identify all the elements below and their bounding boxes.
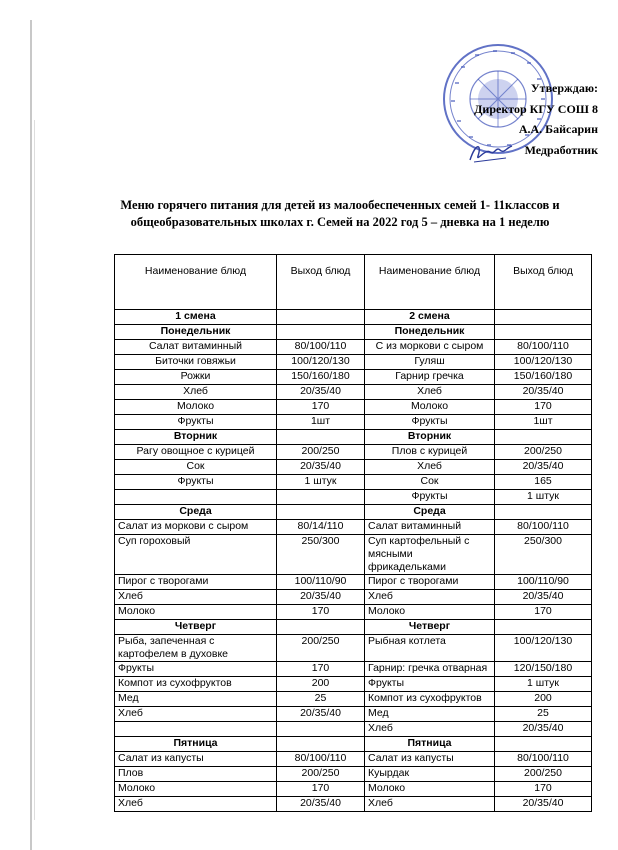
portion-shift2: 1 штук bbox=[495, 490, 592, 505]
portion-shift2: 80/100/110 bbox=[495, 340, 592, 355]
day-name-shift2: Вторник bbox=[365, 430, 495, 445]
table-row bbox=[115, 797, 592, 812]
portion-shift1 bbox=[277, 722, 365, 737]
portion-shift2: 80/100/110 bbox=[495, 752, 592, 767]
day-name-shift2: Понедельник bbox=[365, 325, 495, 340]
empty-cell bbox=[277, 430, 365, 445]
portion-shift1: 20/35/40 bbox=[277, 385, 365, 400]
day-name-shift2: Среда bbox=[365, 505, 495, 520]
dish-name-shift1: Сок bbox=[115, 460, 277, 475]
empty-cell bbox=[277, 620, 365, 635]
empty-cell bbox=[277, 737, 365, 752]
portion-shift1: 200/250 bbox=[277, 635, 365, 662]
header-portion-shift2: Выход блюд bbox=[495, 255, 592, 310]
table-row bbox=[115, 707, 592, 722]
portion-shift2: 200/250 bbox=[495, 767, 592, 782]
portion-shift1: 1 штук bbox=[277, 475, 365, 490]
portion-shift2: 170 bbox=[495, 605, 592, 620]
dish-name-shift2: Молоко bbox=[365, 605, 495, 620]
portion-shift1: 80/100/110 bbox=[277, 752, 365, 767]
dish-name-shift2: Фрукты bbox=[365, 490, 495, 505]
empty-cell bbox=[277, 505, 365, 520]
empty-cell bbox=[495, 430, 592, 445]
day-header-row bbox=[115, 737, 592, 752]
scan-edge-line-secondary bbox=[34, 120, 35, 820]
empty-cell bbox=[495, 325, 592, 340]
day-name-shift1: Пятница bbox=[115, 737, 277, 752]
dish-name-shift1: Хлеб bbox=[115, 797, 277, 812]
empty-cell bbox=[277, 325, 365, 340]
table-row bbox=[115, 490, 592, 505]
dish-name-shift2: Гарнир гречка bbox=[365, 370, 495, 385]
header-dish-name-shift1: Наименование блюд bbox=[115, 255, 277, 310]
table-header-row bbox=[115, 255, 592, 310]
portion-shift1: 20/35/40 bbox=[277, 590, 365, 605]
table-row bbox=[115, 340, 592, 355]
dish-name-shift1: Фрукты bbox=[115, 415, 277, 430]
portion-shift1: 170 bbox=[277, 662, 365, 677]
portion-shift1: 80/100/110 bbox=[277, 340, 365, 355]
empty-cell bbox=[495, 505, 592, 520]
portion-shift1: 20/35/40 bbox=[277, 797, 365, 812]
table-row bbox=[115, 605, 592, 620]
menu-table bbox=[114, 254, 592, 812]
dish-name-shift1: Салат из моркови с сыром bbox=[115, 520, 277, 535]
dish-name-shift1: Хлеб bbox=[115, 590, 277, 605]
portion-shift1: 20/35/40 bbox=[277, 460, 365, 475]
dish-name-shift1 bbox=[115, 490, 277, 505]
empty-cell bbox=[277, 310, 365, 325]
dish-name-shift1: Компот из сухофруктов bbox=[115, 677, 277, 692]
table-row bbox=[115, 752, 592, 767]
portion-shift2: 100/120/130 bbox=[495, 635, 592, 662]
portion-shift1: 80/14/110 bbox=[277, 520, 365, 535]
portion-shift1: 100/120/130 bbox=[277, 355, 365, 370]
dish-name-shift1: Хлеб bbox=[115, 385, 277, 400]
portion-shift2: 20/35/40 bbox=[495, 590, 592, 605]
table-row bbox=[115, 445, 592, 460]
dish-name-shift2: Фрукты bbox=[365, 415, 495, 430]
dish-name-shift1: Салат витаминный bbox=[115, 340, 277, 355]
dish-name-shift2: Хлеб bbox=[365, 797, 495, 812]
dish-name-shift2: Пирог с творогами bbox=[365, 575, 495, 590]
dish-name-shift1: Салат из капусты bbox=[115, 752, 277, 767]
portion-shift1: 150/160/180 bbox=[277, 370, 365, 385]
header-dish-name-shift2: Наименование блюд bbox=[365, 255, 495, 310]
dish-name-shift1: Рагу овощное с курицей bbox=[115, 445, 277, 460]
portion-shift1: 170 bbox=[277, 605, 365, 620]
day-name-shift1: Четверг bbox=[115, 620, 277, 635]
dish-name-shift2: Хлеб bbox=[365, 385, 495, 400]
table-row bbox=[115, 535, 592, 575]
approval-block bbox=[474, 78, 598, 160]
table-row bbox=[115, 385, 592, 400]
dish-name-shift2: Салат витаминный bbox=[365, 520, 495, 535]
portion-shift2: 170 bbox=[495, 782, 592, 797]
portion-shift2: 200 bbox=[495, 692, 592, 707]
shift-row bbox=[115, 310, 592, 325]
table-row bbox=[115, 635, 592, 662]
title-line-2: общеобразовательных школах г. Семей на 2022 год 5 – дневка на 1 неделю bbox=[130, 215, 550, 229]
portion-shift1: 25 bbox=[277, 692, 365, 707]
dish-name-shift2: Суп картофельный с мясными фрикадельками bbox=[365, 535, 495, 575]
dish-name-shift1: Фрукты bbox=[115, 475, 277, 490]
dish-name-shift2: Фрукты bbox=[365, 677, 495, 692]
portion-shift1: 170 bbox=[277, 782, 365, 797]
dish-name-shift2: Сок bbox=[365, 475, 495, 490]
shift1-label: 1 смена bbox=[115, 310, 277, 325]
table-row bbox=[115, 782, 592, 797]
portion-shift2: 120/150/180 bbox=[495, 662, 592, 677]
day-name-shift1: Понедельник bbox=[115, 325, 277, 340]
dish-name-shift2: Молоко bbox=[365, 400, 495, 415]
dish-name-shift2: Хлеб bbox=[365, 590, 495, 605]
table-row bbox=[115, 475, 592, 490]
portion-shift2: 150/160/180 bbox=[495, 370, 592, 385]
dish-name-shift2: Компот из сухофруктов bbox=[365, 692, 495, 707]
portion-shift2: 170 bbox=[495, 400, 592, 415]
portion-shift1: 250/300 bbox=[277, 535, 365, 575]
day-header-row bbox=[115, 430, 592, 445]
dish-name-shift1: Плов bbox=[115, 767, 277, 782]
header-portion-shift1: Выход блюд bbox=[277, 255, 365, 310]
dish-name-shift2: Гарнир: гречка отварная bbox=[365, 662, 495, 677]
title-line-1: Меню горячего питания для детей из малообеспеченных семей 1- 11классов и bbox=[120, 198, 560, 212]
empty-cell bbox=[495, 620, 592, 635]
dish-name-shift2: Рыбная котлета bbox=[365, 635, 495, 662]
table-row bbox=[115, 575, 592, 590]
dish-name-shift2: С из моркови с сыром bbox=[365, 340, 495, 355]
portion-shift2: 1шт bbox=[495, 415, 592, 430]
portion-shift1: 100/110/90 bbox=[277, 575, 365, 590]
dish-name-shift1: Мед bbox=[115, 692, 277, 707]
dish-name-shift2: Куырдак bbox=[365, 767, 495, 782]
portion-shift1: 200/250 bbox=[277, 445, 365, 460]
shift2-label: 2 смена bbox=[365, 310, 495, 325]
dish-name-shift1: Суп гороховый bbox=[115, 535, 277, 575]
table-row bbox=[115, 692, 592, 707]
portion-shift2: 80/100/110 bbox=[495, 520, 592, 535]
dish-name-shift1: Фрукты bbox=[115, 662, 277, 677]
dish-name-shift1: Рожки bbox=[115, 370, 277, 385]
portion-shift2: 20/35/40 bbox=[495, 722, 592, 737]
dish-name-shift1: Рыба, запеченная с картофелем в духовке bbox=[115, 635, 277, 662]
table-row bbox=[115, 355, 592, 370]
dish-name-shift2: Гуляш bbox=[365, 355, 495, 370]
dish-name-shift2: Хлеб bbox=[365, 722, 495, 737]
day-header-row bbox=[115, 505, 592, 520]
table-row bbox=[115, 415, 592, 430]
dish-name-shift1: Пирог с творогами bbox=[115, 575, 277, 590]
dish-name-shift1: Молоко bbox=[115, 605, 277, 620]
portion-shift2: 100/110/90 bbox=[495, 575, 592, 590]
table-row bbox=[115, 400, 592, 415]
dish-name-shift2: Мед bbox=[365, 707, 495, 722]
approval-director-name: А.А. Байсарин bbox=[518, 122, 598, 136]
day-name-shift1: Вторник bbox=[115, 430, 277, 445]
portion-shift1: 20/35/40 bbox=[277, 707, 365, 722]
portion-shift2: 165 bbox=[495, 475, 592, 490]
document-title bbox=[100, 197, 580, 231]
portion-shift2: 200/250 bbox=[495, 445, 592, 460]
table-row bbox=[115, 460, 592, 475]
portion-shift1 bbox=[277, 490, 365, 505]
dish-name-shift1: Молоко bbox=[115, 400, 277, 415]
portion-shift2: 25 bbox=[495, 707, 592, 722]
table-row bbox=[115, 767, 592, 782]
portion-shift1: 200 bbox=[277, 677, 365, 692]
portion-shift1: 200/250 bbox=[277, 767, 365, 782]
portion-shift2: 20/35/40 bbox=[495, 797, 592, 812]
empty-cell bbox=[495, 310, 592, 325]
dish-name-shift1: Хлеб bbox=[115, 707, 277, 722]
dish-name-shift1: Биточки говяжьи bbox=[115, 355, 277, 370]
dish-name-shift2: Молоко bbox=[365, 782, 495, 797]
portion-shift2: 250/300 bbox=[495, 535, 592, 575]
scan-edge-line bbox=[30, 20, 32, 850]
table-row bbox=[115, 590, 592, 605]
dish-name-shift1: Молоко bbox=[115, 782, 277, 797]
day-name-shift2: Пятница bbox=[365, 737, 495, 752]
dish-name-shift2: Хлеб bbox=[365, 460, 495, 475]
empty-cell bbox=[495, 737, 592, 752]
portion-shift2: 100/120/130 bbox=[495, 355, 592, 370]
dish-name-shift2: Салат из капусты bbox=[365, 752, 495, 767]
approval-director-title: Директор КГУ СОШ 8 bbox=[474, 101, 598, 116]
table-row bbox=[115, 520, 592, 535]
portion-shift2: 1 штук bbox=[495, 677, 592, 692]
day-header-row bbox=[115, 620, 592, 635]
day-name-shift1: Среда bbox=[115, 505, 277, 520]
day-header-row bbox=[115, 325, 592, 340]
portion-shift2: 20/35/40 bbox=[495, 460, 592, 475]
portion-shift2: 20/35/40 bbox=[495, 385, 592, 400]
dish-name-shift1 bbox=[115, 722, 277, 737]
table-row bbox=[115, 677, 592, 692]
table-row bbox=[115, 662, 592, 677]
table-row bbox=[115, 370, 592, 385]
day-name-shift2: Четверг bbox=[365, 620, 495, 635]
table-row bbox=[115, 722, 592, 737]
portion-shift1: 1шт bbox=[277, 415, 365, 430]
portion-shift1: 170 bbox=[277, 400, 365, 415]
approval-approve-label: Утверждаю: bbox=[530, 81, 598, 95]
dish-name-shift2: Плов с курицей bbox=[365, 445, 495, 460]
approval-medical-worker: Медработник bbox=[524, 142, 598, 157]
